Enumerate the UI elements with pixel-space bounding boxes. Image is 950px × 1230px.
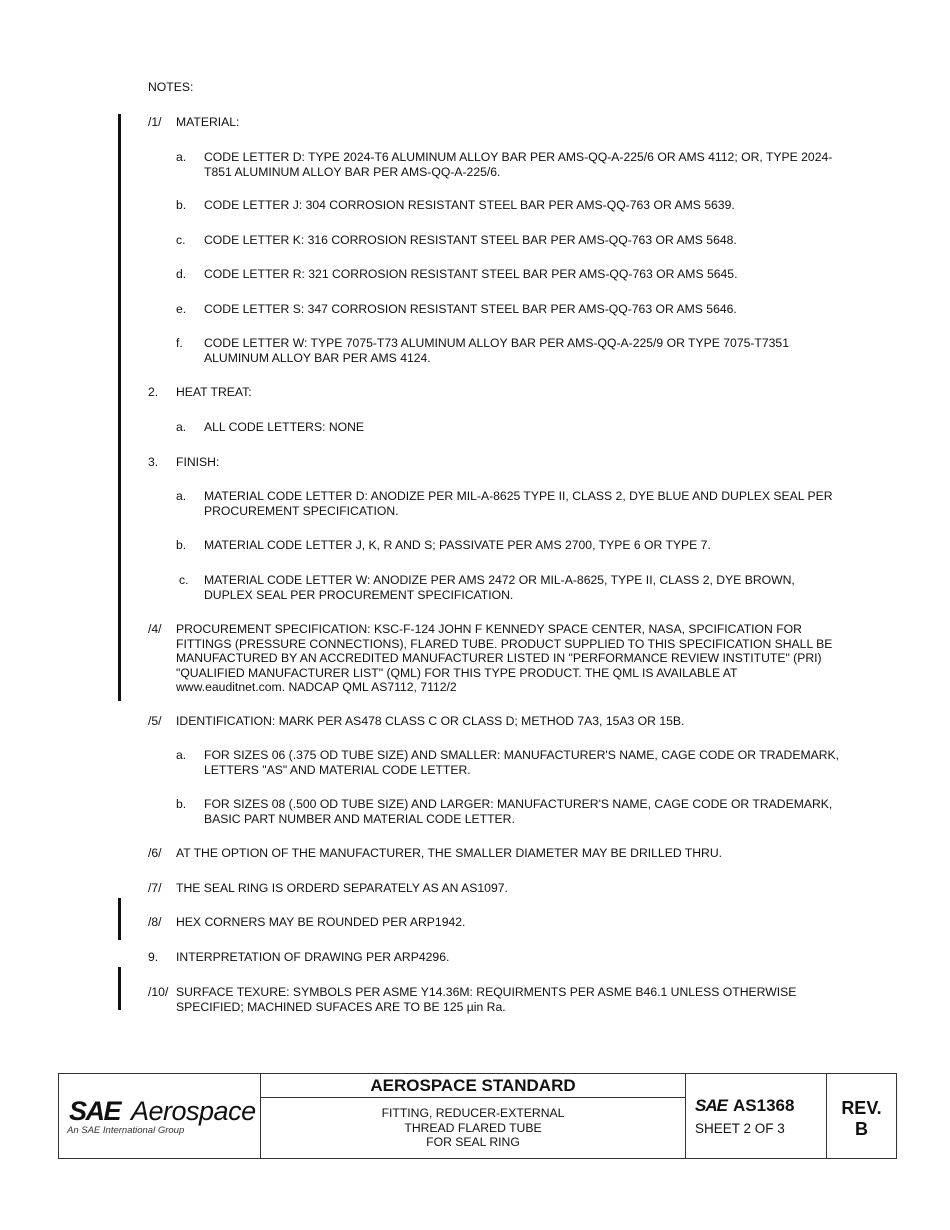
document-code-cell — [686, 1074, 827, 1158]
sub-item-text: CODE LETTER W: TYPE 7075-T73 ALUMINUM ALLOY BAR PER AMS-QQ-A-225/9 OR TYPE 7075-T7351 ALUMINUM ALLOY BAR PER AMS 4124. — [204, 336, 789, 365]
note-number: /10/ — [148, 985, 169, 999]
note-number: /6/ — [148, 846, 162, 860]
sub-item-letter: b. — [176, 797, 187, 811]
note-text: SURFACE TEXURE: SYMBOLS PER ASME Y14.36M: REQUIRMENTS PER ASME B46.1 UNLESS OTHERWISE SPECIFIED; MACHINED SUFACES ARE TO BE 125 µin Ra. — [176, 985, 797, 1014]
note-text: PROCUREMENT SPECIFICATION: KSC-F-124 JOHN F KENNEDY SPACE CENTER, NASA, SPCIFICATION FOR FITTINGS (PRESSURE CONNECTIONS), FLARED TUBE. PRODUCT SUPPLIED TO THIS SPECIFICATION SHALL BE MANUFACTURED BY AN ACCREDITED MANUFACTURER LISTED IN "PERFORMANCE REVIEW INSTITUTE" (PRI) "QUALIFIED MANUFACTURER LIST" (QML) FOR THIS TYPE PRODUCT. THE QML IS AVAILABLE AT www.eauditnet.com. NADCAP QML AS7112, 7112/2 — [176, 622, 833, 694]
sae-small-logo: SAE — [695, 1096, 727, 1115]
note-text: AT THE OPTION OF THE MANUFACTURER, THE SMALLER DIAMETER MAY BE DRILLED THRU. — [176, 846, 723, 860]
sub-item-text: MATERIAL CODE LETTER W: ANODIZE PER AMS 2472 OR MIL-A-8625, TYPE II, CLASS 2, DYE BROWN, DUPLEX SEAL PER PROCUREMENT SPECIFICATION. — [204, 573, 795, 602]
title-block — [58, 1073, 897, 1159]
note-number: 9. — [148, 950, 159, 964]
revision-bar — [118, 898, 121, 940]
revision-bar — [118, 114, 121, 701]
sub-item-letter: f. — [176, 336, 183, 350]
sub-item-letter: a. — [176, 150, 187, 164]
note-number: /1/ — [148, 115, 162, 129]
note-text: FINISH: — [176, 455, 220, 469]
revision-label: REV. — [841, 1098, 882, 1118]
sub-item-letter: e. — [176, 302, 187, 316]
sub-item-letter: a. — [176, 489, 187, 503]
note-text: HEX CORNERS MAY BE ROUNDED PER ARP1942. — [176, 915, 466, 929]
sub-item-text: CODE LETTER R: 321 CORROSION RESISTANT STEEL BAR PER AMS-QQ-763 OR AMS 5645. — [204, 267, 738, 281]
sheet-number: SHEET 2 OF 3 — [695, 1121, 785, 1136]
note-text: THE SEAL RING IS ORDERD SEPARATELY AS AN AS1097. — [176, 881, 508, 895]
sub-item-text: CODE LETTER K: 316 CORROSION RESISTANT STEEL BAR PER AMS-QQ-763 OR AMS 5648. — [204, 233, 737, 247]
document-number: AS1368 — [733, 1096, 795, 1115]
title-line: FITTING, REDUCER-EXTERNAL — [381, 1106, 565, 1120]
sub-item-text: MATERIAL CODE LETTER J, K, R AND S; PASSIVATE PER AMS 2700, TYPE 6 OR TYPE 7. — [204, 538, 711, 552]
note-number: 3. — [148, 455, 159, 469]
note-number: /5/ — [148, 714, 162, 728]
sub-item-text: CODE LETTER D: TYPE 2024-T6 ALUMINUM ALLOY BAR PER AMS-QQ-A-225/6 OR AMS 4112; OR, TYPE 2024-T851 ALUMINUM ALLOY BAR PER AMS-QQ-A-225/6. — [204, 150, 833, 179]
note-number: /7/ — [148, 881, 162, 895]
sub-item-letter: b. — [176, 538, 187, 552]
revision-value: B — [855, 1119, 868, 1139]
note-text: MATERIAL: — [176, 115, 240, 129]
sub-item-letter: d. — [176, 267, 187, 281]
sub-item-text: FOR SIZES 08 (.500 OD TUBE SIZE) AND LARGER: MANUFACTURER'S NAME, CAGE CODE OR TRADEMARK, BASIC PART NUMBER AND MATERIAL CODE LETTER. — [204, 797, 833, 826]
note-text: INTERPRETATION OF DRAWING PER ARP4296. — [176, 950, 450, 964]
note-text: IDENTIFICATION: MARK PER AS478 CLASS C OR CLASS D; METHOD 7A3, 15A3 OR 15B. — [176, 714, 685, 728]
notes-heading: NOTES: — [148, 80, 194, 94]
sub-item-text: CODE LETTER S: 347 CORROSION RESISTANT STEEL BAR PER AMS-QQ-763 OR AMS 5646. — [204, 302, 737, 316]
sub-item-letter: c. — [179, 573, 189, 587]
revision-cell — [827, 1074, 896, 1158]
aerospace-logo-word: Aerospace — [131, 1096, 256, 1126]
sub-item-text: FOR SIZES 06 (.375 OD TUBE SIZE) AND SMALLER: MANUFACTURER'S NAME, CAGE CODE OR TRADEMARK, LETTERS "AS" AND MATERIAL CODE LETTER. — [204, 748, 840, 777]
note-text: HEAT TREAT: — [176, 385, 252, 399]
title-line: FOR SEAL RING — [426, 1135, 520, 1149]
standard-title-cell — [261, 1074, 686, 1158]
sub-item-text: ALL CODE LETTERS: NONE — [204, 420, 365, 434]
sub-item-letter: c. — [176, 233, 186, 247]
note-number: /4/ — [148, 622, 162, 636]
sub-item-text: CODE LETTER J: 304 CORROSION RESISTANT STEEL BAR PER AMS-QQ-763 OR AMS 5639. — [204, 198, 735, 212]
sub-item-letter: b. — [176, 198, 187, 212]
note-number: /8/ — [148, 915, 162, 929]
sae-logo-mark: SAE — [69, 1096, 121, 1126]
sub-item-letter: a. — [176, 420, 187, 434]
revision-bar — [118, 967, 121, 1010]
document-title — [261, 1106, 685, 1150]
title-line: THREAD FLARED TUBE — [404, 1120, 542, 1135]
sub-item-text: MATERIAL CODE LETTER D: ANODIZE PER MIL-A-8625 TYPE II, CLASS 2, DYE BLUE AND DUPLEX SEAL PER PROCUREMENT SPECIFICATION. — [204, 489, 833, 518]
note-number: 2. — [148, 385, 159, 399]
logo-tagline: An SAE International Group — [67, 1125, 185, 1136]
logo-cell — [59, 1074, 261, 1158]
sub-item-letter: a. — [176, 748, 187, 762]
standard-header: AEROSPACE STANDARD — [261, 1074, 685, 1098]
